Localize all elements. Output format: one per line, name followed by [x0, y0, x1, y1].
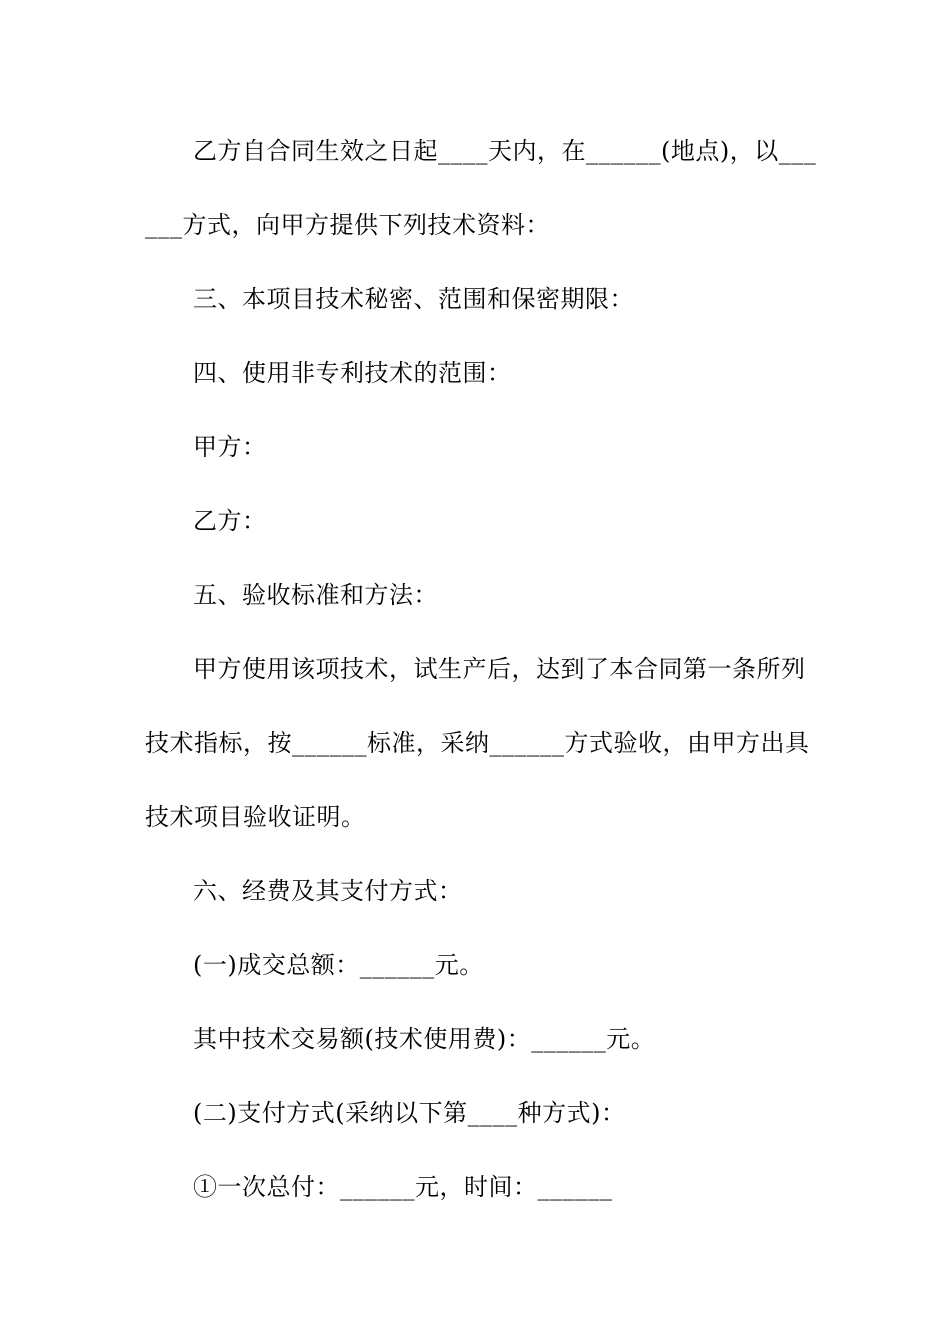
- paragraph-line: 技术指标，按______标准，采纳______方式验收，由甲方出具: [145, 729, 810, 757]
- party-b-label: 乙方：: [193, 507, 267, 535]
- paragraph-line: 甲方使用该项技术，试生产后，达到了本合同第一条所列: [193, 655, 806, 683]
- paragraph-line: (一)成交总额：______元。: [193, 951, 484, 979]
- paragraph-line: ①一次总付：______元，时间：______: [193, 1173, 613, 1201]
- section-heading: 六、经费及其支付方式：: [193, 877, 463, 905]
- paragraph-line: 其中技术交易额(技术使用费)：______元。: [193, 1025, 656, 1053]
- paragraph-line: (二)支付方式(采纳以下第____种方式)：: [193, 1099, 626, 1127]
- section-heading: 四、使用非专利技术的范围：: [193, 359, 512, 387]
- party-a-label: 甲方：: [193, 433, 267, 461]
- paragraph-line: 乙方自合同生效之日起____天内，在______(地点)，以___: [193, 137, 817, 165]
- paragraph-line: ___方式，向甲方提供下列技术资料：: [145, 211, 550, 239]
- document-body: [145, 127, 817, 1237]
- paragraph-line: 技术项目验收证明。: [145, 803, 366, 831]
- section-heading: 五、验收标准和方法：: [193, 581, 438, 609]
- section-heading: 三、本项目技术秘密、范围和保密期限：: [193, 285, 634, 313]
